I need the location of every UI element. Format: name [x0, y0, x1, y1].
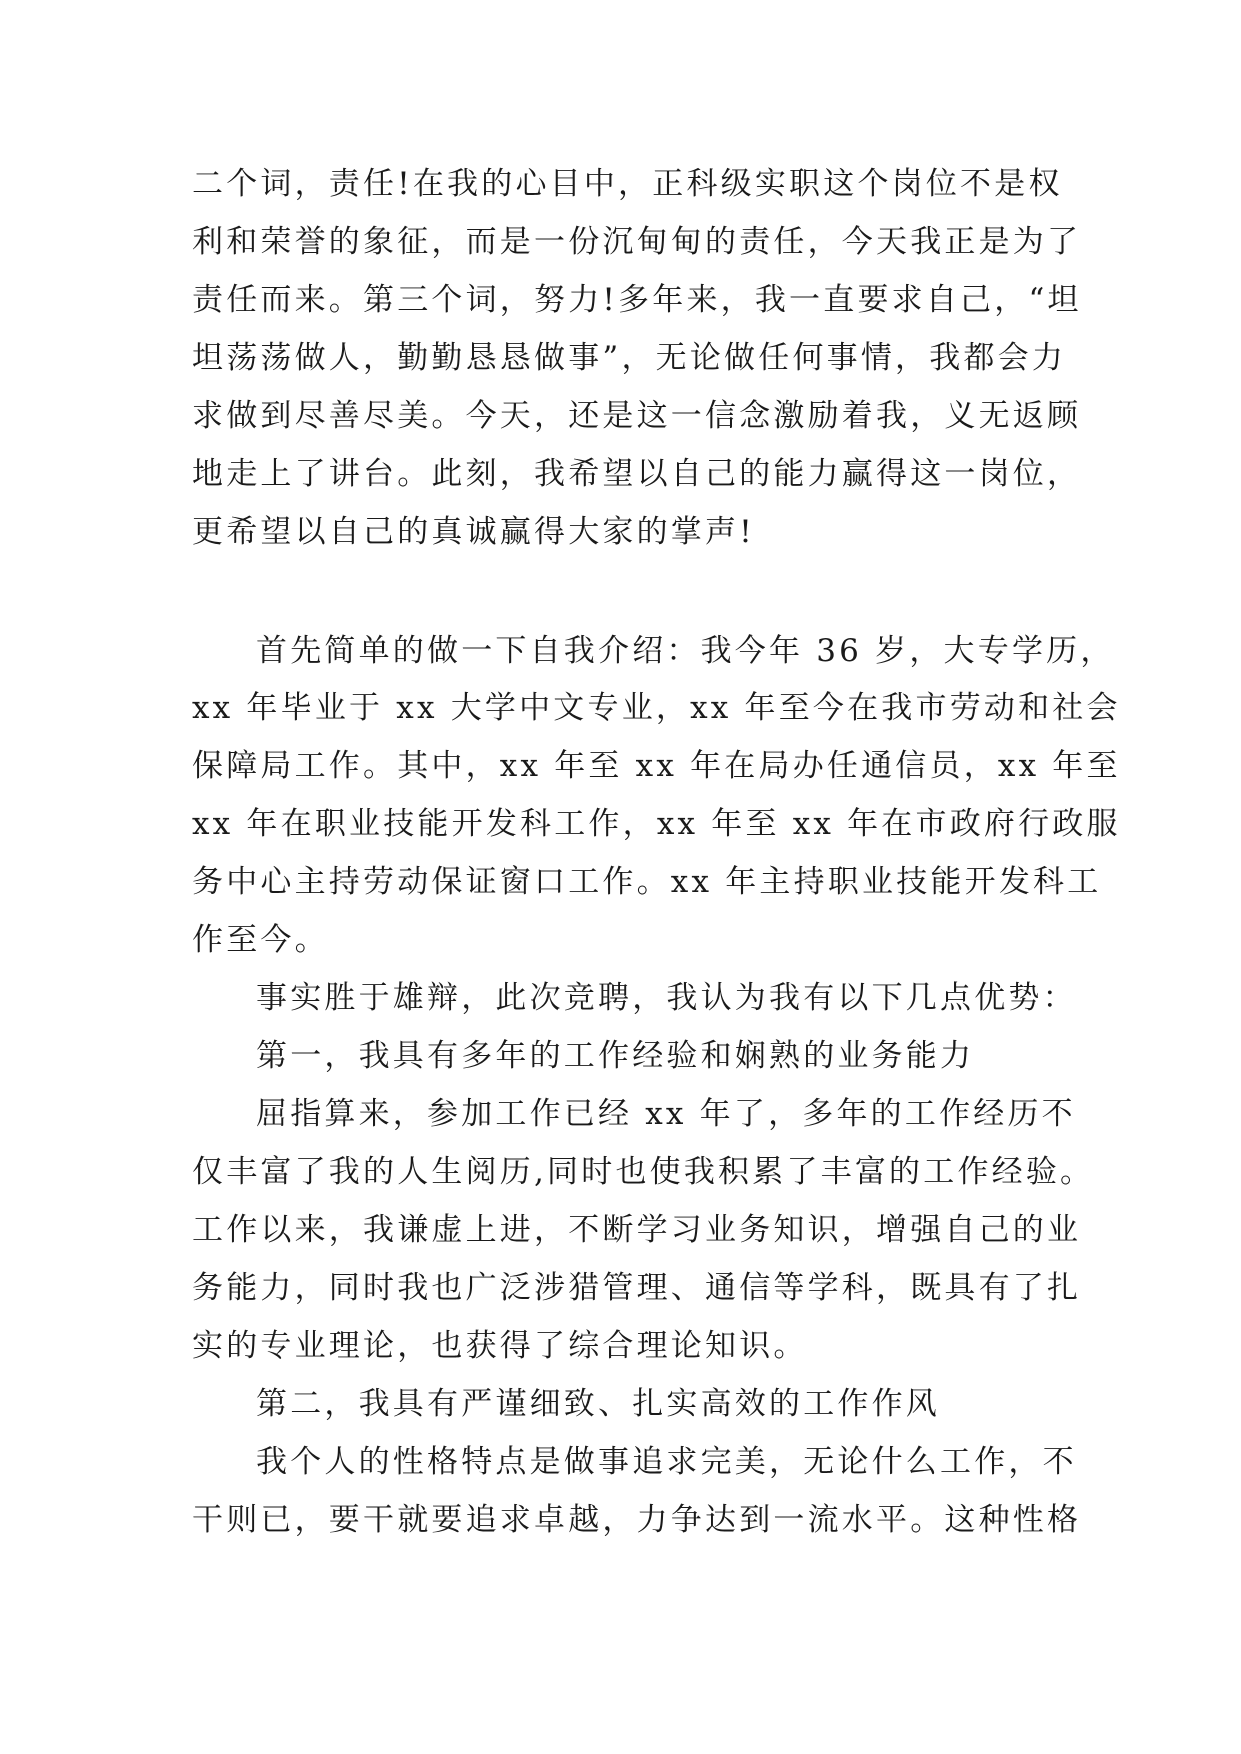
text-line: 首先简单的做一下自我介绍：我今年 36 岁，大专学历， — [256, 633, 1115, 669]
text-line: 地走上了讲台。此刻，我希望以自己的能力赢得这一岗位， — [192, 456, 1082, 492]
text-line: 我个人的性格特点是做事追求完美，无论什么工作，不 — [256, 1444, 1077, 1480]
text-line: 仅丰富了我的人生阅历,同时也使我积累了丰富的工作经验。 — [192, 1154, 1095, 1190]
text-line: 保障局工作。其中，xx 年至 xx 年在局办任通信员，xx 年至 — [192, 748, 1121, 784]
text-line: 第一，我具有多年的工作经验和娴熟的业务能力 — [256, 1038, 975, 1074]
text-line: 务中心主持劳动保证窗口工作。xx 年主持职业技能开发科工 — [192, 864, 1102, 900]
text-line: 实的专业理论，也获得了综合理论知识。 — [192, 1328, 808, 1364]
text-line: 干则已，要干就要追求卓越，力争达到一流水平。这种性格 — [192, 1502, 1082, 1538]
text-line: 二个词，责任!在我的心目中，正科级实职这个岗位不是权 — [192, 166, 1063, 202]
text-line: 求做到尽善尽美。今天，还是这一信念激励着我，义无返顾 — [192, 398, 1082, 434]
text-line: 坦荡荡做人，勤勤恳恳做事”，无论做任何事情，我都会力 — [192, 340, 1067, 376]
text-line: 屈指算来，参加工作已经 xx 年了，多年的工作经历不 — [256, 1096, 1076, 1132]
text-line: xx 年毕业于 xx 大学中文专业，xx 年至今在我市劳动和社会 — [192, 690, 1121, 726]
text-line: 作至今。 — [192, 922, 329, 958]
text-line: 利和荣誉的象征，而是一份沉甸甸的责任，今天我正是为了 — [192, 224, 1082, 260]
text-line: 责任而来。第三个词，努力!多年来，我一直要求自己，“坦 — [192, 282, 1082, 318]
text-line: 更希望以自己的真诚赢得大家的掌声! — [192, 514, 755, 550]
text-line: 工作以来，我谦虚上进，不断学习业务知识，增强自己的业 — [192, 1212, 1082, 1248]
text-line: 第二，我具有严谨细致、扎实高效的工作作风 — [256, 1386, 940, 1422]
text-line: 事实胜于雄辩，此次竞聘，我认为我有以下几点优势： — [256, 980, 1077, 1016]
text-line: 务能力，同时我也广泛涉猎管理、通信等学科，既具有了扎 — [192, 1270, 1082, 1306]
text-line: xx 年在职业技能开发科工作，xx 年至 xx 年在市政府行政服 — [192, 806, 1121, 842]
